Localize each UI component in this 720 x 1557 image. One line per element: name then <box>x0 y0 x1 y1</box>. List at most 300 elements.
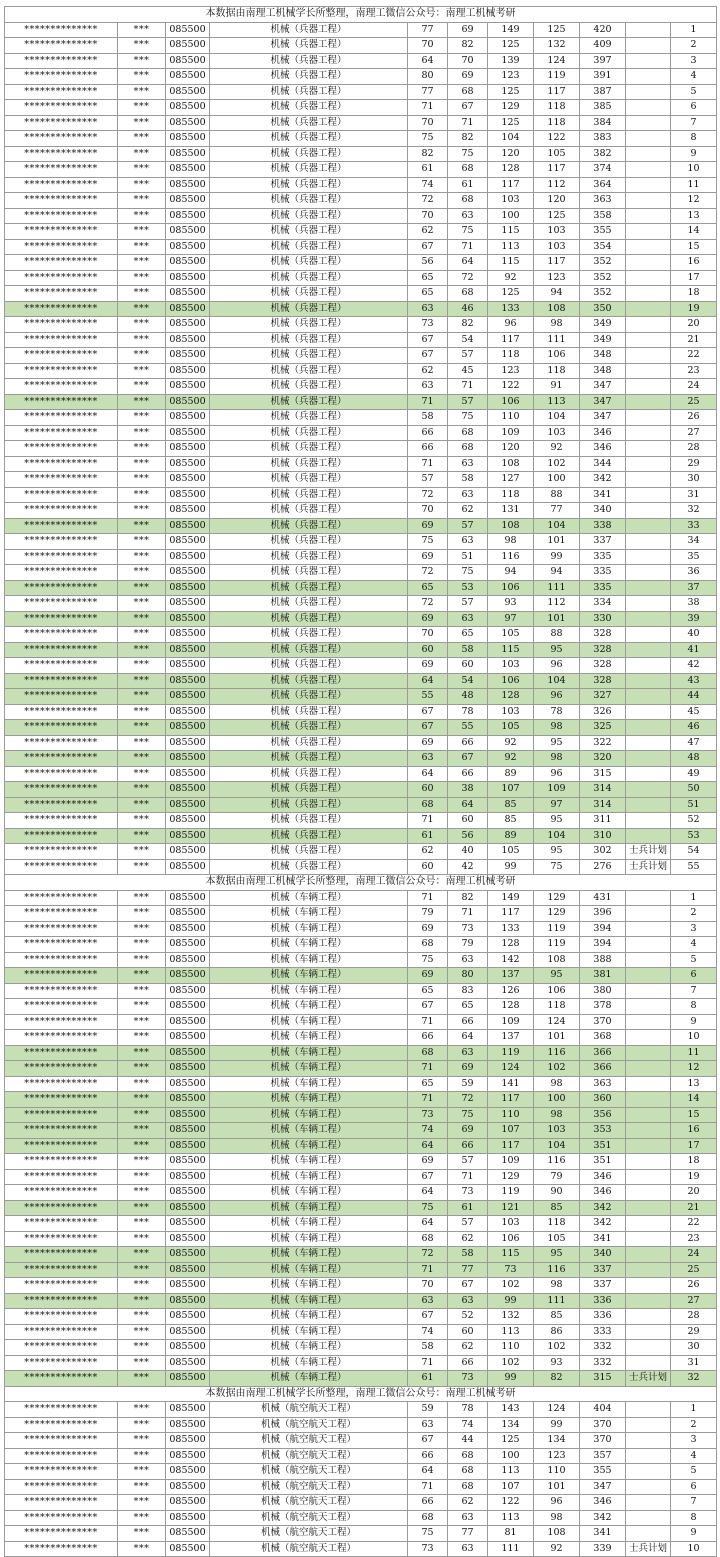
math-score-cell: 89 <box>488 828 534 844</box>
english-score-cell: 68 <box>448 286 488 302</box>
major-code-cell: 085500 <box>166 1247 210 1263</box>
math-score-cell: 110 <box>488 410 534 426</box>
candidate-name-cell: *** <box>118 642 166 658</box>
politics-score-cell: 68 <box>408 1510 448 1526</box>
note-cell <box>626 782 671 798</box>
professional-score-cell: 101 <box>534 1479 580 1495</box>
major-code-cell: 085500 <box>166 379 210 395</box>
rank-cell: 4 <box>671 1448 717 1464</box>
rank-cell: 18 <box>671 286 717 302</box>
major-code-cell: 085500 <box>166 100 210 116</box>
professional-score-cell: 122 <box>534 131 580 147</box>
politics-score-cell: 71 <box>408 1092 448 1108</box>
candidate-id-cell: ************** <box>5 410 118 426</box>
rank-cell: 7 <box>671 115 717 131</box>
rank-cell: 23 <box>671 1231 717 1247</box>
total-score-cell: 322 <box>580 735 626 751</box>
candidate-name-cell: *** <box>118 394 166 410</box>
professional-score-cell: 102 <box>534 1340 580 1356</box>
math-score-cell: 137 <box>488 1030 534 1046</box>
math-score-cell: 113 <box>488 1510 534 1526</box>
total-score-cell: 333 <box>580 1324 626 1340</box>
math-score-cell: 102 <box>488 1278 534 1294</box>
rank-cell: 4 <box>671 937 717 953</box>
english-score-cell: 62 <box>448 1231 488 1247</box>
math-score-cell: 106 <box>488 673 534 689</box>
table-row <box>5 596 717 612</box>
table-row <box>5 1262 717 1278</box>
rank-cell: 50 <box>671 782 717 798</box>
note-cell <box>626 890 671 906</box>
note-cell <box>626 1309 671 1325</box>
major-name-cell: 机械（车辆工程） <box>210 1014 408 1030</box>
candidate-id-cell: ************** <box>5 1479 118 1495</box>
candidate-id-cell: ************** <box>5 1417 118 1433</box>
rank-cell: 9 <box>671 1014 717 1030</box>
candidate-name-cell: *** <box>118 1293 166 1309</box>
professional-score-cell: 95 <box>534 1247 580 1263</box>
table-row <box>5 1541 717 1557</box>
note-cell <box>626 611 671 627</box>
table-row <box>5 720 717 736</box>
professional-score-cell: 123 <box>534 270 580 286</box>
major-code-cell: 085500 <box>166 658 210 674</box>
professional-score-cell: 98 <box>534 1510 580 1526</box>
table-row <box>5 193 717 209</box>
note-cell <box>626 534 671 550</box>
major-code-cell: 085500 <box>166 270 210 286</box>
major-name-cell: 机械（兵器工程） <box>210 611 408 627</box>
professional-score-cell: 119 <box>534 937 580 953</box>
major-code-cell: 085500 <box>166 1417 210 1433</box>
english-score-cell: 75 <box>448 1107 488 1123</box>
major-name-cell: 机械（车辆工程） <box>210 1138 408 1154</box>
total-score-cell: 363 <box>580 193 626 209</box>
major-code-cell: 085500 <box>166 425 210 441</box>
total-score-cell: 302 <box>580 844 626 860</box>
rank-cell: 13 <box>671 1076 717 1092</box>
math-score-cell: 113 <box>488 1464 534 1480</box>
table-row <box>5 1107 717 1123</box>
rank-cell: 1 <box>671 22 717 38</box>
english-score-cell: 64 <box>448 255 488 271</box>
candidate-id-cell: ************** <box>5 999 118 1015</box>
note-cell <box>626 162 671 178</box>
candidate-id-cell: ************** <box>5 1247 118 1263</box>
english-score-cell: 62 <box>448 503 488 519</box>
total-score-cell: 341 <box>580 1526 626 1542</box>
candidate-name-cell: *** <box>118 472 166 488</box>
politics-score-cell: 72 <box>408 565 448 581</box>
total-score-cell: 347 <box>580 410 626 426</box>
english-score-cell: 75 <box>448 224 488 240</box>
major-code-cell: 085500 <box>166 1479 210 1495</box>
math-score-cell: 98 <box>488 534 534 550</box>
english-score-cell: 44 <box>448 1433 488 1449</box>
professional-score-cell: 119 <box>534 69 580 85</box>
table-row <box>5 410 717 426</box>
candidate-name-cell: *** <box>118 1231 166 1247</box>
math-score-cell: 133 <box>488 301 534 317</box>
table-row <box>5 627 717 643</box>
professional-score-cell: 106 <box>534 348 580 364</box>
note-cell <box>626 441 671 457</box>
table-row <box>5 921 717 937</box>
math-score-cell: 89 <box>488 766 534 782</box>
total-score-cell: 357 <box>580 1448 626 1464</box>
candidate-name-cell: *** <box>118 363 166 379</box>
note-cell: 士兵计划 <box>626 1541 671 1557</box>
politics-score-cell: 63 <box>408 751 448 767</box>
english-score-cell: 56 <box>448 828 488 844</box>
total-score-cell: 338 <box>580 518 626 534</box>
note-cell <box>626 1247 671 1263</box>
total-score-cell: 342 <box>580 472 626 488</box>
politics-score-cell: 75 <box>408 1526 448 1542</box>
major-name-cell: 机械（兵器工程） <box>210 642 408 658</box>
politics-score-cell: 64 <box>408 766 448 782</box>
rank-cell: 14 <box>671 224 717 240</box>
total-score-cell: 431 <box>580 890 626 906</box>
candidate-id-cell: ************** <box>5 1123 118 1139</box>
total-score-cell: 381 <box>580 968 626 984</box>
english-score-cell: 58 <box>448 642 488 658</box>
major-code-cell: 085500 <box>166 394 210 410</box>
politics-score-cell: 67 <box>408 239 448 255</box>
english-score-cell: 60 <box>448 658 488 674</box>
candidate-name-cell: *** <box>118 580 166 596</box>
table-row <box>5 317 717 333</box>
candidate-name-cell: *** <box>118 239 166 255</box>
note-cell <box>626 53 671 69</box>
english-score-cell: 52 <box>448 1309 488 1325</box>
politics-score-cell: 69 <box>408 549 448 565</box>
politics-score-cell: 71 <box>408 394 448 410</box>
note-cell <box>626 1355 671 1371</box>
table-row <box>5 1324 717 1340</box>
total-score-cell: 352 <box>580 255 626 271</box>
rank-cell: 7 <box>671 1495 717 1511</box>
rank-cell: 52 <box>671 813 717 829</box>
professional-score-cell: 112 <box>534 177 580 193</box>
major-name-cell: 机械（车辆工程） <box>210 1355 408 1371</box>
table-row <box>5 1526 717 1542</box>
group-title: 本数据由南理工机械学长所整理，南理工微信公众号：南理工机械考研 <box>5 7 717 23</box>
candidate-name-cell: *** <box>118 1216 166 1232</box>
table-row <box>5 549 717 565</box>
english-score-cell: 68 <box>448 425 488 441</box>
major-name-cell: 机械（车辆工程） <box>210 1061 408 1077</box>
candidate-id-cell: ************** <box>5 518 118 534</box>
total-score-cell: 276 <box>580 859 626 875</box>
major-code-cell: 085500 <box>166 580 210 596</box>
english-score-cell: 64 <box>448 797 488 813</box>
note-cell <box>626 1402 671 1418</box>
math-score-cell: 133 <box>488 921 534 937</box>
english-score-cell: 59 <box>448 1076 488 1092</box>
major-code-cell: 085500 <box>166 115 210 131</box>
major-name-cell: 机械（兵器工程） <box>210 844 408 860</box>
politics-score-cell: 69 <box>408 611 448 627</box>
english-score-cell: 71 <box>448 906 488 922</box>
total-score-cell: 344 <box>580 456 626 472</box>
table-row <box>5 286 717 302</box>
candidate-name-cell: *** <box>118 1061 166 1077</box>
math-score-cell: 99 <box>488 859 534 875</box>
major-code-cell: 085500 <box>166 1123 210 1139</box>
table-row <box>5 1495 717 1511</box>
candidate-id-cell: ************** <box>5 100 118 116</box>
note-cell <box>626 425 671 441</box>
candidate-id-cell: ************** <box>5 1278 118 1294</box>
politics-score-cell: 65 <box>408 983 448 999</box>
english-score-cell: 63 <box>448 487 488 503</box>
major-name-cell: 机械（兵器工程） <box>210 766 408 782</box>
candidate-name-cell: *** <box>118 1541 166 1557</box>
math-score-cell: 105 <box>488 627 534 643</box>
table-row <box>5 983 717 999</box>
candidate-name-cell: *** <box>118 999 166 1015</box>
candidate-name-cell: *** <box>118 1402 166 1418</box>
table-row <box>5 828 717 844</box>
professional-score-cell: 111 <box>534 580 580 596</box>
professional-score-cell: 96 <box>534 658 580 674</box>
note-cell <box>626 286 671 302</box>
math-score-cell: 118 <box>488 487 534 503</box>
major-code-cell: 085500 <box>166 1293 210 1309</box>
candidate-id-cell: ************** <box>5 1433 118 1449</box>
professional-score-cell: 119 <box>534 921 580 937</box>
total-score-cell: 346 <box>580 1495 626 1511</box>
candidate-name-cell: *** <box>118 1355 166 1371</box>
english-score-cell: 63 <box>448 1293 488 1309</box>
note-cell <box>626 379 671 395</box>
candidate-id-cell: ************** <box>5 1200 118 1216</box>
politics-score-cell: 65 <box>408 286 448 302</box>
major-code-cell: 085500 <box>166 813 210 829</box>
rank-cell: 24 <box>671 379 717 395</box>
note-cell <box>626 456 671 472</box>
professional-score-cell: 111 <box>534 1293 580 1309</box>
candidate-name-cell: *** <box>118 255 166 271</box>
score-sheet <box>4 6 716 1557</box>
politics-score-cell: 71 <box>408 813 448 829</box>
candidate-id-cell: ************** <box>5 115 118 131</box>
politics-score-cell: 64 <box>408 1464 448 1480</box>
english-score-cell: 63 <box>448 952 488 968</box>
math-score-cell: 108 <box>488 518 534 534</box>
rank-cell: 2 <box>671 906 717 922</box>
major-code-cell: 085500 <box>166 162 210 178</box>
note-cell <box>626 642 671 658</box>
math-score-cell: 123 <box>488 363 534 379</box>
candidate-name-cell: *** <box>118 1417 166 1433</box>
note-cell <box>626 317 671 333</box>
major-name-cell: 机械（兵器工程） <box>210 549 408 565</box>
major-code-cell: 085500 <box>166 1061 210 1077</box>
candidate-name-cell: *** <box>118 766 166 782</box>
professional-score-cell: 103 <box>534 1123 580 1139</box>
major-code-cell: 085500 <box>166 1495 210 1511</box>
professional-score-cell: 101 <box>534 534 580 550</box>
major-code-cell: 085500 <box>166 1030 210 1046</box>
math-score-cell: 109 <box>488 1014 534 1030</box>
english-score-cell: 68 <box>448 162 488 178</box>
candidate-id-cell: ************** <box>5 286 118 302</box>
major-code-cell: 085500 <box>166 317 210 333</box>
rank-cell: 41 <box>671 642 717 658</box>
math-score-cell: 107 <box>488 782 534 798</box>
rank-cell: 42 <box>671 658 717 674</box>
candidate-name-cell: *** <box>118 410 166 426</box>
professional-score-cell: 100 <box>534 472 580 488</box>
major-code-cell: 085500 <box>166 84 210 100</box>
major-name-cell: 机械（车辆工程） <box>210 1231 408 1247</box>
math-score-cell: 143 <box>488 1402 534 1418</box>
politics-score-cell: 62 <box>408 363 448 379</box>
english-score-cell: 69 <box>448 69 488 85</box>
math-score-cell: 85 <box>488 797 534 813</box>
score-table <box>4 6 717 1557</box>
math-score-cell: 128 <box>488 937 534 953</box>
candidate-name-cell: *** <box>118 1510 166 1526</box>
note-cell <box>626 968 671 984</box>
table-row <box>5 1278 717 1294</box>
table-body <box>5 7 717 1557</box>
politics-score-cell: 66 <box>408 1448 448 1464</box>
professional-score-cell: 125 <box>534 22 580 38</box>
english-score-cell: 46 <box>448 301 488 317</box>
rank-cell: 51 <box>671 797 717 813</box>
math-score-cell: 149 <box>488 22 534 38</box>
politics-score-cell: 67 <box>408 704 448 720</box>
rank-cell: 39 <box>671 611 717 627</box>
politics-score-cell: 59 <box>408 1402 448 1418</box>
candidate-id-cell: ************** <box>5 270 118 286</box>
candidate-id-cell: ************** <box>5 1309 118 1325</box>
major-name-cell: 机械（兵器工程） <box>210 131 408 147</box>
candidate-name-cell: *** <box>118 1014 166 1030</box>
professional-score-cell: 100 <box>534 1092 580 1108</box>
table-row <box>5 689 717 705</box>
major-name-cell: 机械（车辆工程） <box>210 1185 408 1201</box>
professional-score-cell: 77 <box>534 503 580 519</box>
politics-score-cell: 73 <box>408 317 448 333</box>
candidate-id-cell: ************** <box>5 1169 118 1185</box>
professional-score-cell: 108 <box>534 952 580 968</box>
total-score-cell: 347 <box>580 1479 626 1495</box>
major-code-cell: 085500 <box>166 766 210 782</box>
table-row <box>5 797 717 813</box>
math-score-cell: 92 <box>488 735 534 751</box>
english-score-cell: 57 <box>448 1154 488 1170</box>
candidate-name-cell: *** <box>118 735 166 751</box>
math-score-cell: 85 <box>488 813 534 829</box>
major-name-cell: 机械（航空航天工程） <box>210 1433 408 1449</box>
candidate-id-cell: ************** <box>5 1107 118 1123</box>
table-row <box>5 456 717 472</box>
politics-score-cell: 67 <box>408 999 448 1015</box>
group-title: 本数据由南理工机械学长所整理，南理工微信公众号：南理工机械考研 <box>5 875 717 891</box>
english-score-cell: 63 <box>448 1045 488 1061</box>
major-name-cell: 机械（车辆工程） <box>210 1030 408 1046</box>
major-name-cell: 机械（兵器工程） <box>210 441 408 457</box>
candidate-name-cell: *** <box>118 596 166 612</box>
major-name-cell: 机械（兵器工程） <box>210 518 408 534</box>
english-score-cell: 72 <box>448 1092 488 1108</box>
total-score-cell: 366 <box>580 1061 626 1077</box>
note-cell <box>626 1479 671 1495</box>
professional-score-cell: 118 <box>534 115 580 131</box>
major-name-cell: 机械（车辆工程） <box>210 1324 408 1340</box>
candidate-id-cell: ************** <box>5 1231 118 1247</box>
english-score-cell: 68 <box>448 193 488 209</box>
english-score-cell: 38 <box>448 782 488 798</box>
rank-cell: 4 <box>671 69 717 85</box>
table-row <box>5 890 717 906</box>
major-name-cell: 机械（车辆工程） <box>210 1309 408 1325</box>
total-score-cell: 370 <box>580 1417 626 1433</box>
politics-score-cell: 60 <box>408 782 448 798</box>
major-code-cell: 085500 <box>166 611 210 627</box>
candidate-id-cell: ************** <box>5 379 118 395</box>
table-row <box>5 224 717 240</box>
politics-score-cell: 69 <box>408 921 448 937</box>
rank-cell: 31 <box>671 1355 717 1371</box>
english-score-cell: 64 <box>448 1030 488 1046</box>
politics-score-cell: 58 <box>408 410 448 426</box>
candidate-id-cell: ************** <box>5 394 118 410</box>
note-cell <box>626 1417 671 1433</box>
math-score-cell: 96 <box>488 317 534 333</box>
note-cell <box>626 720 671 736</box>
politics-score-cell: 65 <box>408 1076 448 1092</box>
candidate-name-cell: *** <box>118 1526 166 1542</box>
rank-cell: 12 <box>671 193 717 209</box>
english-score-cell: 68 <box>448 1479 488 1495</box>
candidate-id-cell: ************** <box>5 813 118 829</box>
math-score-cell: 92 <box>488 270 534 286</box>
table-row <box>5 859 717 875</box>
candidate-id-cell: ************** <box>5 441 118 457</box>
candidate-name-cell: *** <box>118 286 166 302</box>
politics-score-cell: 73 <box>408 1541 448 1557</box>
note-cell <box>626 565 671 581</box>
major-name-cell: 机械（车辆工程） <box>210 1107 408 1123</box>
professional-score-cell: 86 <box>534 1324 580 1340</box>
major-code-cell: 085500 <box>166 472 210 488</box>
table-row <box>5 658 717 674</box>
math-score-cell: 81 <box>488 1526 534 1542</box>
rank-cell: 10 <box>671 162 717 178</box>
total-score-cell: 311 <box>580 813 626 829</box>
rank-cell: 21 <box>671 1200 717 1216</box>
rank-cell: 3 <box>671 53 717 69</box>
major-name-cell: 机械（兵器工程） <box>210 348 408 364</box>
math-score-cell: 104 <box>488 131 534 147</box>
table-row <box>5 1448 717 1464</box>
math-score-cell: 108 <box>488 456 534 472</box>
total-score-cell: 382 <box>580 146 626 162</box>
professional-score-cell: 104 <box>534 410 580 426</box>
candidate-id-cell: ************** <box>5 766 118 782</box>
total-score-cell: 396 <box>580 906 626 922</box>
rank-cell: 3 <box>671 1433 717 1449</box>
rank-cell: 29 <box>671 1324 717 1340</box>
english-score-cell: 42 <box>448 859 488 875</box>
major-name-cell: 机械（兵器工程） <box>210 100 408 116</box>
major-name-cell: 机械（航空航天工程） <box>210 1510 408 1526</box>
